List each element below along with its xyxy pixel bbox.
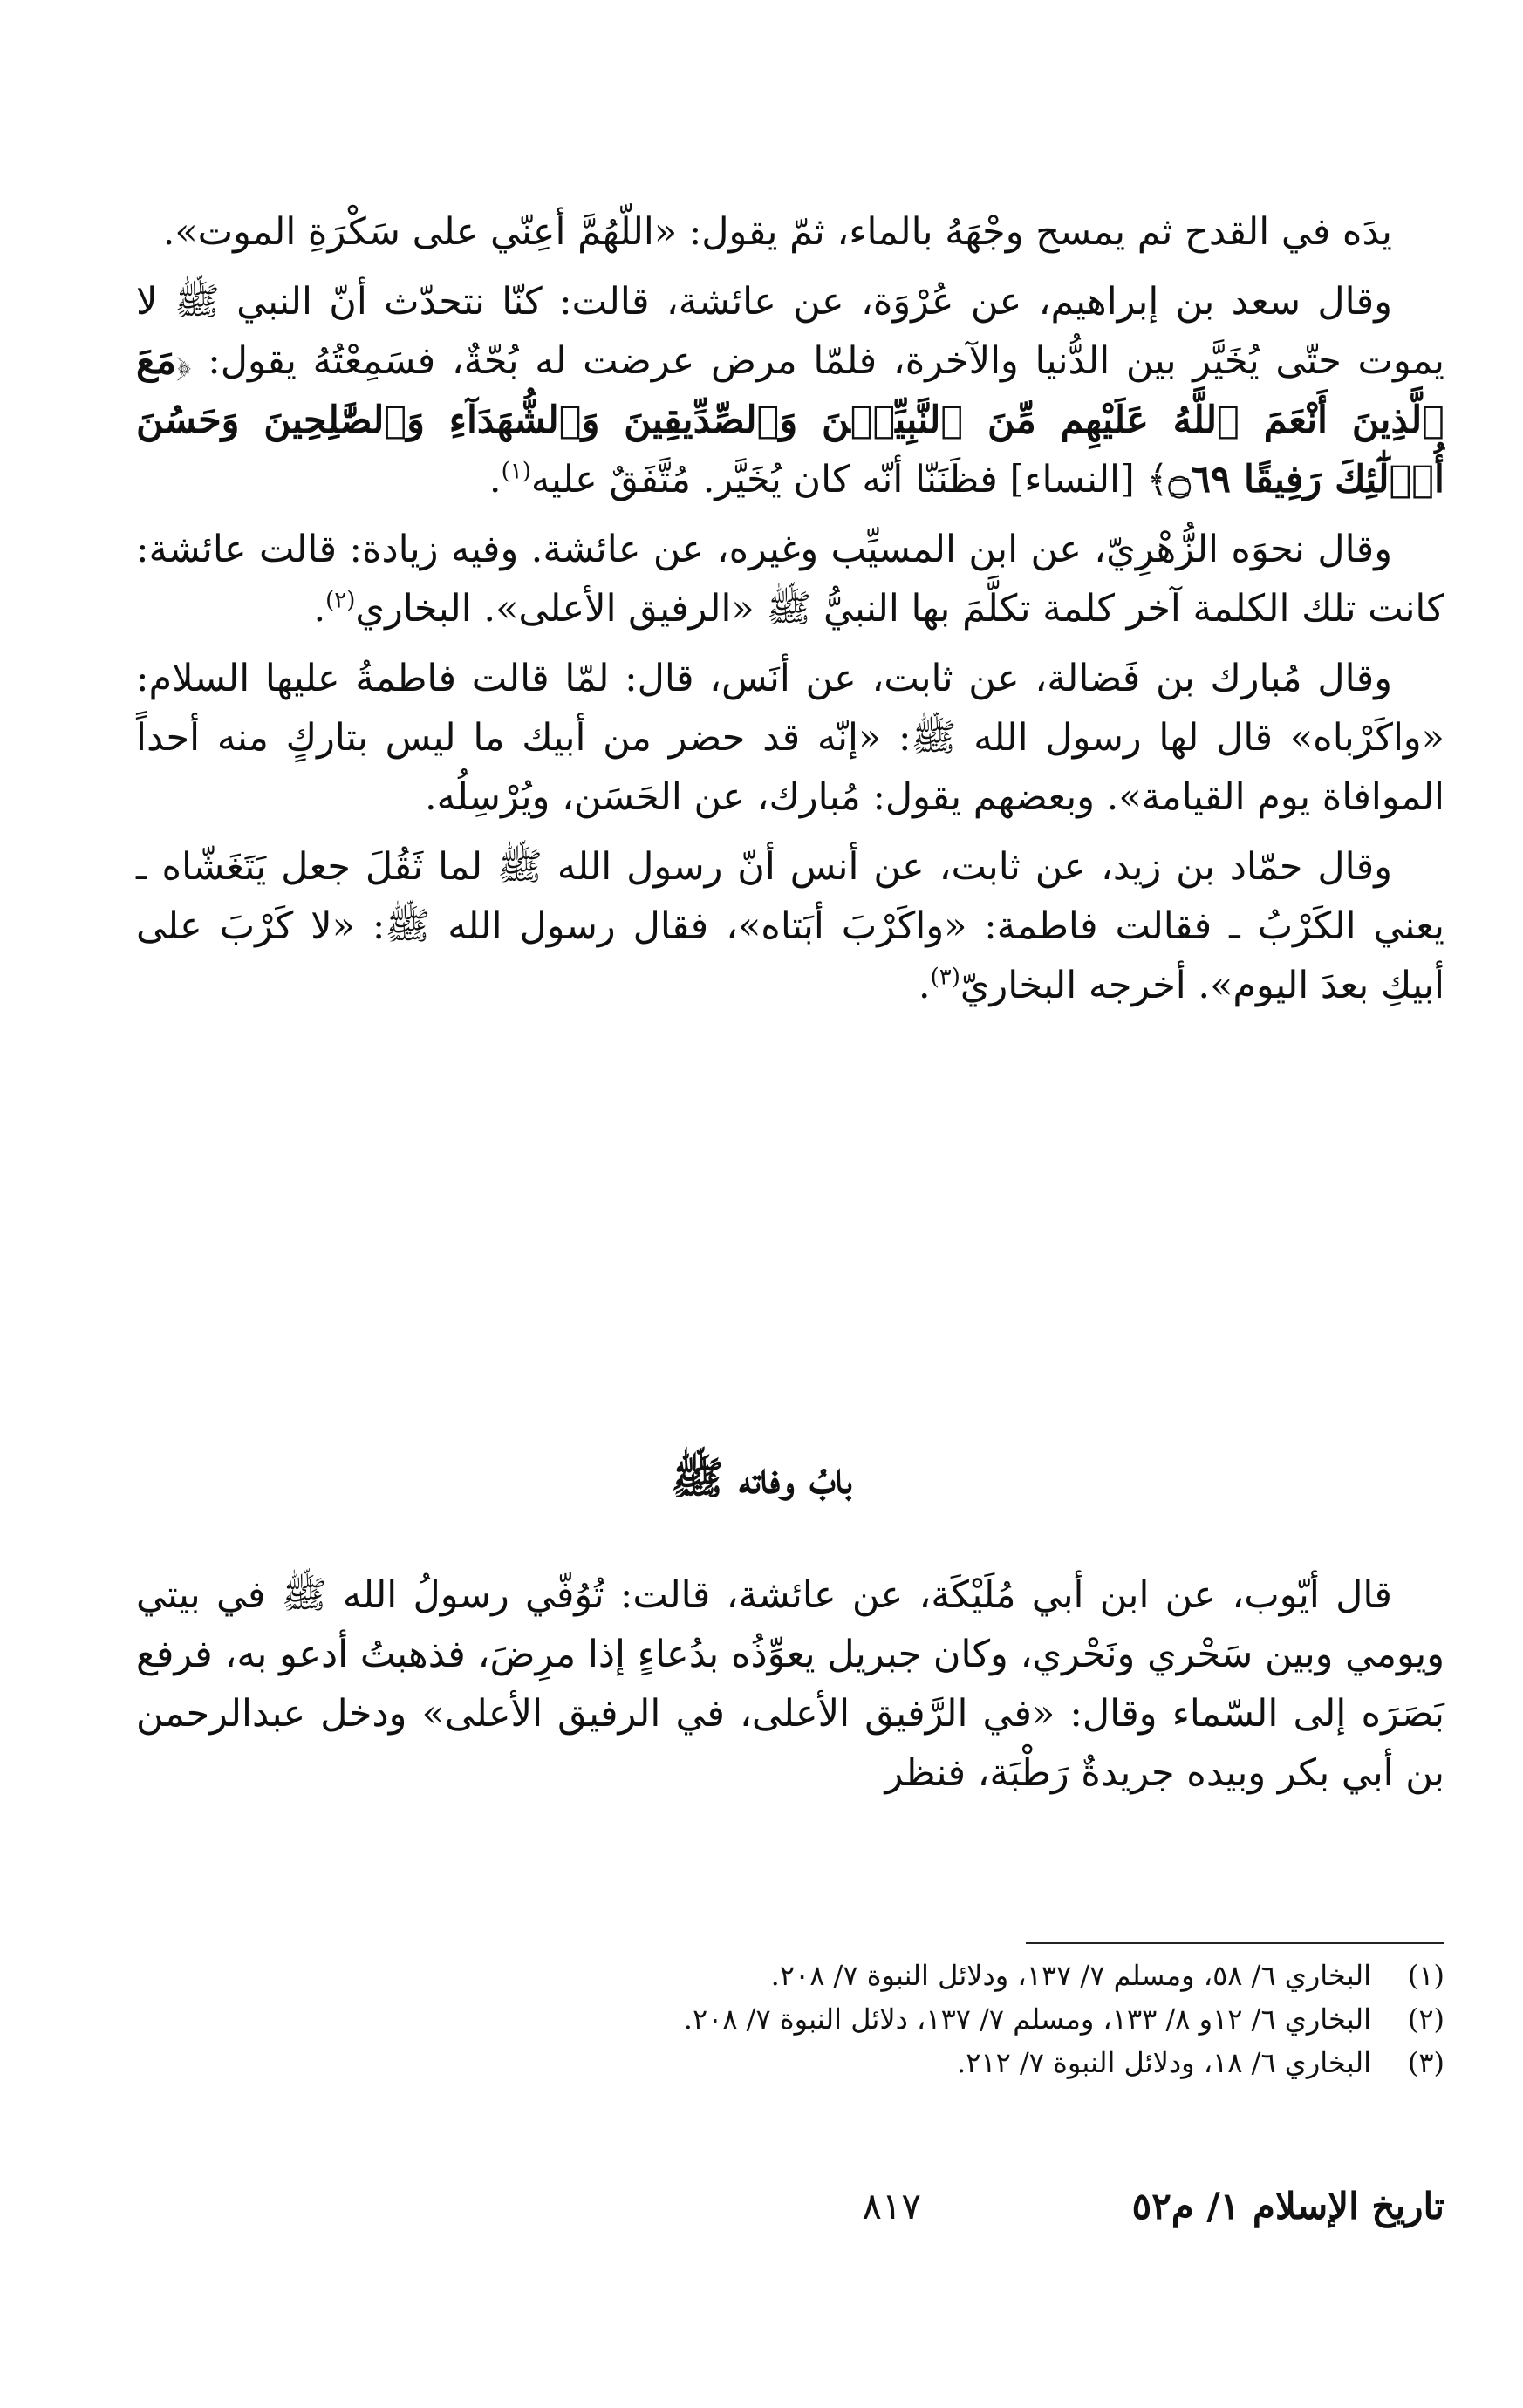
main-text-bottom <box>136 1566 1444 1803</box>
paragraph-4 <box>136 649 1444 827</box>
book-title: تاريخ الإسلام ١/ م٥٢ <box>1131 2185 1444 2227</box>
paragraph-5-end: . <box>918 964 931 1007</box>
footnote-1 <box>136 1954 1444 1997</box>
footnote-ref-2[interactable]: (٢) <box>325 587 356 614</box>
footnote-1-text: البخاري ٦/ ٥٨، ومسلم ٧/ ١٣٧، ودلائل النبوة ٧/ ٢٠٨. <box>770 1959 1371 1992</box>
paragraph-1-text: يدَه في القدح ثم يمسح وجْهَهُ بالماء، ثمّ يقول: «اللّهُمَّ أعِنّي على سَكْرَةِ الموت». <box>162 210 1392 254</box>
paragraph-2-end: . <box>488 458 502 501</box>
footnote-2 <box>136 1997 1444 2041</box>
footnote-ref-1[interactable]: (١) <box>501 458 531 485</box>
footnote-1-number: (١) <box>1407 1959 1444 1992</box>
footnote-2-number: (٢) <box>1407 2002 1444 2036</box>
paragraph-5 <box>136 837 1444 1015</box>
page-number: ٨١٧ <box>862 2185 921 2227</box>
page-footer <box>136 2185 1444 2246</box>
paragraph-2-before: وقال سعد بن إبراهيم، عن عُرْوَة، عن عائشة، قالت: كنّا نتحدّث أنّ النبي ﷺ لا يموت حتّى يُخَيَّر بين الدُّنيا والآخرة، فلمّا مرض عرضت له بُحّةٌ، فسَمِعْتُهُ يقول: ﴿ <box>136 280 1444 383</box>
footnote-3 <box>136 2041 1444 2084</box>
section-heading: بابُ وفاته ﷺ <box>671 1452 852 1504</box>
footnote-2-text: البخاري ٦/ ١٢و ٨/ ١٣٣، ومسلم ٧/ ١٣٧، دلائل النبوة ٧/ ٢٠٨. <box>683 2002 1371 2036</box>
footnote-3-number: (٣) <box>1407 2046 1444 2079</box>
paragraph-4-text: وقال مُبارك بن فَضالة، عن ثابت، عن أنَس، قال: لمّا قالت فاطمةُ عليها السلام: «واكَرْباه» قال لها رسول الله ﷺ: «إنّه قد حضر من أبيك ما ليس بتاركٍ منه أحداً الموافاة يوم القيامة». وبعضهم يقول: مُبارك، عن الحَسَن، ويُرْسِلُه. <box>136 657 1444 819</box>
footnotes <box>136 1954 1444 2084</box>
paragraph-6-text: قال أيّوب، عن ابن أبي مُلَيْكَة، عن عائشة، قالت: تُوُفّي رسولُ الله ﷺ في بيتي ويومي وبين سَحْري ونَحْري، وكان جبريل يعوِّذُه بدُعاءٍ إذا مرِضَ، فذهبتُ أدعو به، فرفع بَصَرَه إلى السّماء وقال: «في الرَّفيق الأعلى، في الرفيق الأعلى» ودخل عبدالرحمن بن أبي بكر وبيده جريدةٌ رَطْبَة، فنظر <box>136 1573 1444 1795</box>
quran-verse: مَعَ ٱلَّذِينَ أَنْعَمَ ٱللَّهُ عَلَيْهِم مِّنَ ٱلنَّبِيِّـۧنَ وَٱلصِّدِّيقِينَ وَٱلشُّهَدَآءِ وَٱلصَّٰلِحِينَ وَحَسُنَ أُو۟لَٰٓئِكَ رَفِيقًا ۝٦٩ <box>136 339 1444 501</box>
paragraph-3-end: . <box>313 587 326 631</box>
footnote-ref-3[interactable]: (٣) <box>930 964 960 991</box>
paragraph-3-before: وقال نحوَه الزُّهْرِيّ، عن ابن المسيِّب وغيره، عن عائشة. وفيه زيادة: قالت عائشة: كانت تلك الكلمة آخر كلمة تكلَّمَ بها النبيُّ ﷺ «الرفيق الأعلى». البخاري <box>136 528 1444 631</box>
paragraph-2 <box>136 272 1444 509</box>
paragraph-5-before: وقال حمّاد بن زيد، عن ثابت، عن أنس أنّ رسول الله ﷺ لما ثَقُلَ جعل يَتَغَشّاه ـ يعني الكَرْبُ ـ فقالت فاطمة: «واكَرْبَ أبَتاه»، فقال رسول الله ﷺ: «لا كَرْبَ على أبيكِ بعدَ اليوم». أخرجه البخاريّ <box>136 845 1444 1007</box>
main-text-top <box>136 202 1444 1026</box>
paragraph-1 <box>136 202 1444 262</box>
paragraph-6 <box>136 1566 1444 1803</box>
footnote-divider <box>1026 1942 1444 1944</box>
paragraph-2-after: ﴾ [النساء] فظَنَنّا أنّه كان يُخَيَّر. مُتَّفَقٌ عليه <box>530 458 1169 501</box>
paragraph-3 <box>136 520 1444 638</box>
footnote-3-text: البخاري ٦/ ١٨، ودلائل النبوة ٧/ ٢١٢. <box>957 2046 1371 2079</box>
